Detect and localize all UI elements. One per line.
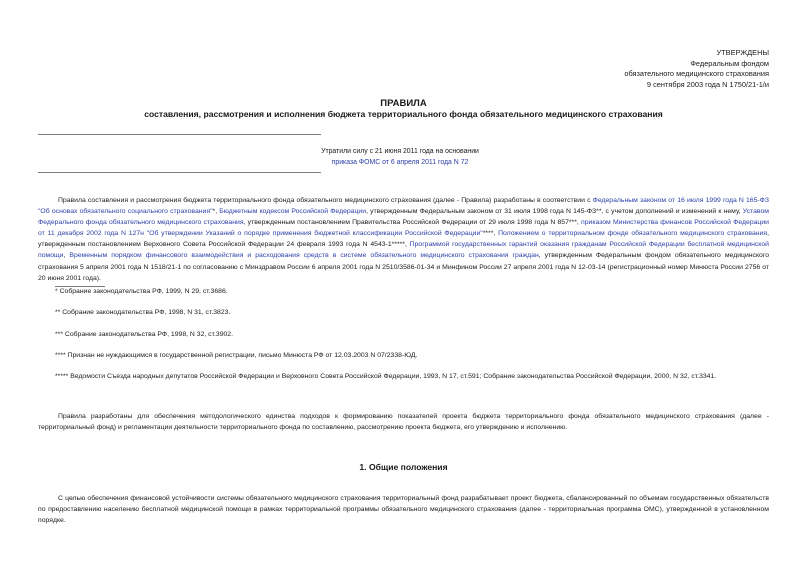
status-notice	[320, 146, 480, 168]
intro-text: , утвержденным постановлением Верховного Совета Российской Федерации 24 февраля 1993 года N 4543-1*****,	[38, 230, 769, 249]
approval-line: обязательного медицинского страхования	[624, 69, 769, 79]
divider	[38, 172, 321, 173]
approval-line: УТВЕРЖДЕНЫ	[716, 48, 769, 57]
approval-line: 9 сентября 2003 года N 1750/21-1/и	[646, 79, 769, 89]
footnote: * Собрание законодательства РФ, 1999, N 29, ст.3686.	[55, 288, 228, 295]
intro-text: , утвержденным Федеральным законом от 31 июля 1998 года N 145-ФЗ**, с учетом дополнений и изменений к нему,	[366, 208, 743, 216]
intro-text: , утвержденным Федеральным фондом обязательного медицинского страхования 5 апреля 2001 года N 1518/21-1 по согласованию с Минздравом России 6 апреля 2001 года N 2510/3586-01-34 и Минфином России 27 апреля 2001 года N 12-03-14 (регистрационный номер Минюста России 2756 от 20 июня 2001 года).	[38, 252, 769, 282]
intro-text: ****,	[482, 230, 499, 238]
document-title: ПРАВИЛА	[380, 98, 427, 109]
footnote: *** Собрание законодательства РФ, 1998, N 32, ст.3902.	[55, 331, 234, 338]
section-paragraph: С целью обеспечения финансовой устойчивости системы обязательного медицинского страхования территориальный фонд разрабатывает проект бюджета, сбалансированный по объемам государственных обязательств по предоставлению населению бесплатной медицинской помощи в рамках территориальной программы обязательного медицинского страхования (далее - территориальная программа ОМС), утвержденной в установленном порядке.	[38, 495, 769, 525]
order-link[interactable]: приказом Министерства финансов Российской Федерации от 11 декабря 2002 года N 127н "Об утверждении Указаний о порядке применения бюджетной классификации Российской Федерации"	[38, 219, 769, 238]
section-heading: 1. Общие положения	[359, 462, 448, 472]
notice-link[interactable]: приказа ФОМС от 6 апреля 2011 года N 72	[331, 159, 469, 166]
regulation-link[interactable]: Положением о территориальном фонде обязательного медицинского страхования	[498, 230, 768, 238]
approval-stamp	[624, 48, 769, 90]
charter-link[interactable]: Уставом Федерального фонда обязательного медицинского страхования	[38, 208, 769, 227]
procedure-link[interactable]: Временным порядком финансового взаимодействия и расходования средств в системе обязательного медицинского страхования граждан	[69, 252, 539, 260]
document-subtitle: составления, рассмотрения и исполнения бюджета территориального фонда обязательного медицинского страхования	[144, 109, 663, 119]
footnote: **** Признан не нуждающимся в государственной регистрации, письмо Минюста РФ от 12.03.2003 N 07/2338-ЮД.	[55, 352, 418, 359]
intro-text: ,	[63, 252, 70, 260]
divider	[38, 134, 321, 135]
footnote: ***** Ведомости Съезда народных депутатов Российской Федерации и Верховного Совета Российской Федерации, 1993, N 17, ст.591; Собрание законодательства Российской Федерации, 2000, N 32, ст.3341.	[55, 373, 717, 380]
intro-text: *,	[212, 208, 220, 216]
budget-code-link[interactable]: Бюджетным кодексом Российской Федерации	[219, 208, 367, 216]
intro-text: Правила составления и рассмотрения бюджета территориального фонда обязательного медицинского страхования (далее - Правила) разработаны в соответствии с	[58, 197, 593, 204]
intro-paragraph	[38, 195, 769, 284]
approval-line: Федеральным фондом	[690, 58, 769, 68]
program-link[interactable]: Программой государственных гарантий оказания гражданам Российской Федерации бесплатной медицинской помощи	[38, 241, 770, 260]
notice-text: Утратили силу с 21 июня 2011 года на основании	[321, 148, 479, 155]
footnote-divider	[55, 286, 105, 287]
purpose-paragraph: Правила разработаны для обеспечения методологического единства подходов к формированию показателей проекта бюджета территориального фонда обязательного медицинского страхования (далее - территориальный фонд) и регламентации деятельности территориального фонда по составлению, рассмотрению проекта бюджета, его утверждению и исполнению.	[38, 413, 769, 432]
footnote: ** Собрание законодательства РФ, 1998, N 31, ст.3823.	[55, 309, 231, 316]
law-link[interactable]: Федеральным законом от 16 июля 1999 года N 165-ФЗ "Об основах обязательного социального страхования"	[38, 197, 770, 216]
intro-text: , утвержденным постановлением Правительства Российской Федерации от 29 июля 1998 года N 857***,	[243, 219, 581, 227]
